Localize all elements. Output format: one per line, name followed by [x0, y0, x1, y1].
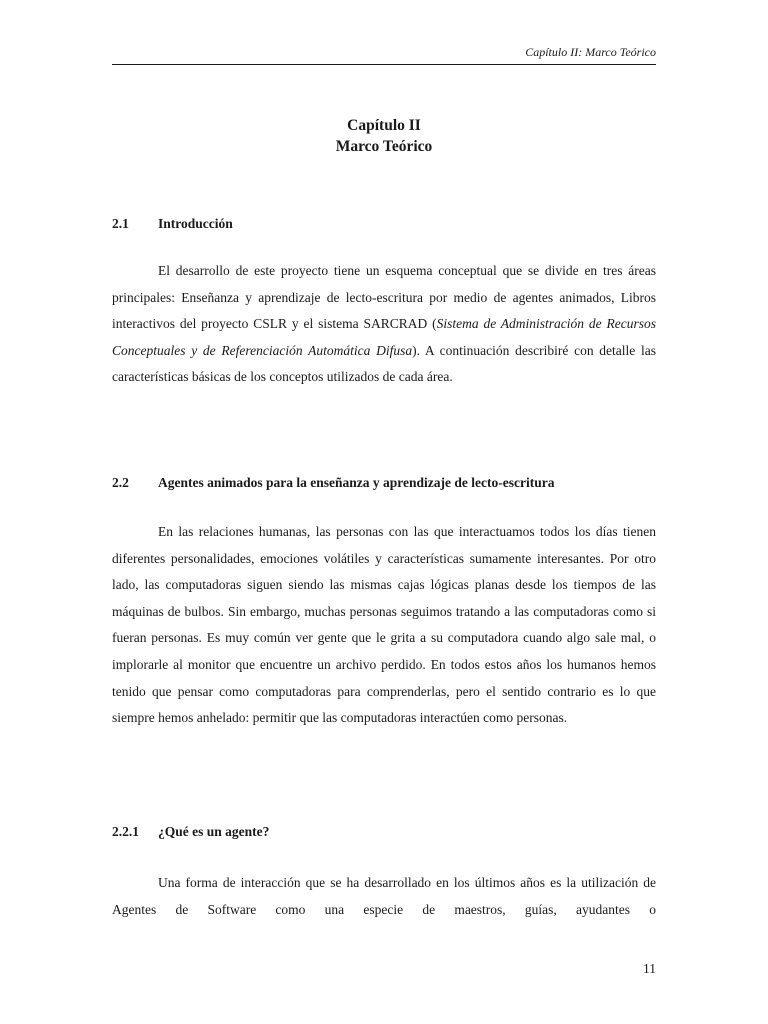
paragraph-text: Una forma de interacción que se ha desarrollado en los últimos años es la utilización de Agentes de Software como una especie de maestros, guías, ayudantes o: [112, 875, 656, 917]
section-title: Introducción: [158, 216, 233, 231]
section-number: 2.2: [112, 475, 129, 490]
paragraph-text: En las relaciones humanas, las personas con las que interactuamos todos los días tienen diferentes personalidades, emociones volátiles y características sumamente interesantes. Por otro lado, las computadoras siguen siendo las mismas cajas lógicas planas desde los tiempos de las máquinas de bulbos. Sin embargo, muchas personas seguimos tratando a las computadoras como si fueran personas. Es muy común ver gente que le grita a su computadora cuando algo sale mal, o implorarle al monitor que encuentre un archivo perdido. En todos estos años los humanos hemos tenido que pensar como computadoras para comprenderlas, pero el sentido contrario es lo que siempre hemos anhelado: permitir que las computadoras interactúen como personas.: [112, 524, 656, 726]
paragraph-italic-text: Sistema de Administración de Recursos Conceptuales y de Referenciación Automática Difusa: [112, 316, 657, 358]
paragraph-text: ). A continuación describiré con detalle las características básicas de los conceptos utilizados de cada área.: [112, 342, 656, 385]
chapter-title: [112, 115, 656, 157]
section-title: Agentes animados para la enseñanza y aprendizaje de lecto-escritura: [158, 475, 555, 490]
paragraph-text: El desarrollo de este proyecto tiene un esquema conceptual que se divide en tres áreas principales: Enseñanza y aprendizaje de lecto-escritura por medio de agentes animados, Libros interactivos del proyecto CSLR y el sistema SARCRAD (: [112, 263, 656, 332]
running-header: [112, 44, 656, 65]
running-header-title: Capítulo II: Marco Teórico: [525, 45, 656, 59]
section-paragraph-2-1: [112, 258, 656, 391]
section-number: 2.1: [112, 216, 129, 231]
section-paragraph-2-2: [112, 519, 656, 732]
chapter-name: Marco Teórico: [335, 138, 433, 155]
section-title: ¿Qué es un agente?: [158, 824, 270, 839]
section-paragraph-2-2-1: [112, 870, 656, 923]
section-number: 2.2.1: [112, 824, 139, 839]
chapter-label: Capítulo II: [347, 117, 421, 134]
page-number: 11: [643, 961, 656, 976]
